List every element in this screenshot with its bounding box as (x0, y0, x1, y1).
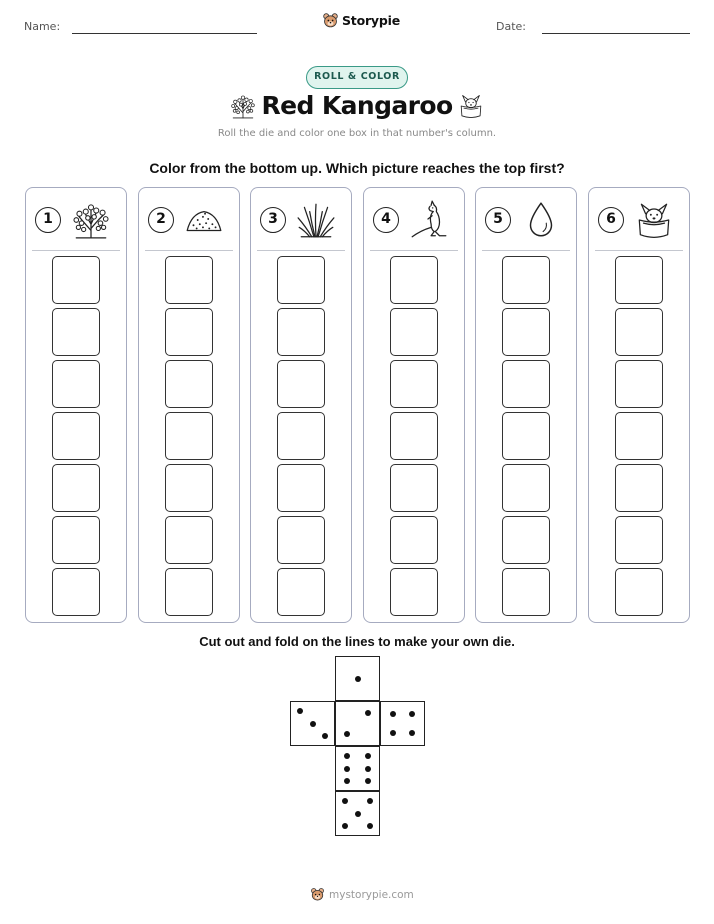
color-box[interactable] (165, 308, 213, 356)
column-divider (32, 250, 120, 251)
color-box[interactable] (277, 412, 325, 460)
name-label: Name: (24, 20, 61, 33)
die-pip (365, 753, 371, 759)
color-box[interactable] (52, 256, 100, 304)
die-pip (367, 823, 373, 829)
color-box[interactable] (277, 360, 325, 408)
color-box[interactable] (277, 308, 325, 356)
grass-tuft-icon (295, 199, 337, 241)
joey-in-pouch-icon (457, 92, 485, 120)
die-pip (365, 710, 371, 716)
color-box[interactable] (277, 568, 325, 616)
column-3 (250, 187, 352, 623)
die-pip (409, 711, 415, 717)
name-line[interactable] (72, 33, 257, 34)
die-pip (409, 730, 415, 736)
die-pip (342, 823, 348, 829)
column-number: 1 (35, 207, 61, 233)
date-line[interactable] (542, 33, 690, 34)
kangaroo-icon (408, 199, 450, 241)
date-label: Date: (496, 20, 526, 33)
color-box[interactable] (165, 464, 213, 512)
column-number: 4 (373, 207, 399, 233)
color-box[interactable] (52, 308, 100, 356)
die-pip (342, 798, 348, 804)
column-5 (475, 187, 577, 623)
die-face-5 (335, 791, 380, 836)
die-face-3 (290, 701, 335, 746)
color-box[interactable] (52, 360, 100, 408)
color-box[interactable] (615, 568, 663, 616)
column-number: 5 (485, 207, 511, 233)
water-drop-icon (520, 199, 562, 241)
die-pip (390, 711, 396, 717)
color-box[interactable] (390, 360, 438, 408)
color-box[interactable] (390, 256, 438, 304)
column-6 (588, 187, 690, 623)
seed-pile-icon (183, 199, 225, 241)
storypie-logo-icon (310, 887, 325, 902)
color-box[interactable] (502, 412, 550, 460)
color-box[interactable] (390, 464, 438, 512)
brand-logo (322, 12, 400, 29)
instruction: Color from the bottom up. Which picture reaches the top first? (149, 160, 565, 176)
activity-badge: ROLL & COLOR (306, 66, 408, 89)
color-box[interactable] (615, 256, 663, 304)
column-divider (145, 250, 233, 251)
color-box[interactable] (277, 516, 325, 564)
column-2 (138, 187, 240, 623)
color-box[interactable] (390, 412, 438, 460)
die-face-1 (335, 656, 380, 701)
column-number: 3 (260, 207, 286, 233)
footer-url: mystorypie.com (329, 888, 414, 901)
die-pip (355, 676, 361, 682)
color-box[interactable] (52, 568, 100, 616)
color-box[interactable] (165, 568, 213, 616)
column-divider (595, 250, 683, 251)
die-pip (297, 708, 303, 714)
column-1 (25, 187, 127, 623)
die-pip (344, 753, 350, 759)
color-box[interactable] (502, 568, 550, 616)
page-title: Red Kangaroo (261, 91, 453, 120)
die-pip (365, 766, 371, 772)
color-box[interactable] (502, 360, 550, 408)
die-pip (344, 778, 350, 784)
color-box[interactable] (277, 256, 325, 304)
column-divider (370, 250, 458, 251)
color-box[interactable] (615, 464, 663, 512)
die-pip (322, 733, 328, 739)
color-box[interactable] (277, 464, 325, 512)
color-box[interactable] (52, 412, 100, 460)
color-box[interactable] (165, 256, 213, 304)
column-number: 2 (148, 207, 174, 233)
color-box[interactable] (165, 360, 213, 408)
die-pip (367, 798, 373, 804)
color-box[interactable] (52, 464, 100, 512)
color-box[interactable] (502, 308, 550, 356)
column-number: 6 (598, 207, 624, 233)
die-face-6 (335, 746, 380, 791)
joey-in-pouch-icon (633, 199, 675, 241)
color-box[interactable] (165, 412, 213, 460)
footer (310, 887, 414, 902)
color-box[interactable] (502, 516, 550, 564)
color-box[interactable] (615, 308, 663, 356)
cut-instruction: Cut out and fold on the lines to make your own die. (199, 634, 515, 649)
die-pip (310, 721, 316, 727)
die-pip (365, 778, 371, 784)
brand-name: Storypie (342, 13, 400, 28)
die-face-4 (380, 701, 425, 746)
color-box[interactable] (165, 516, 213, 564)
color-box[interactable] (615, 412, 663, 460)
color-box[interactable] (502, 464, 550, 512)
color-box[interactable] (52, 516, 100, 564)
subtitle: Roll the die and color one box in that number's column. (217, 128, 497, 139)
saltbush-shrub-icon (70, 199, 112, 241)
die-pip (390, 730, 396, 736)
color-box[interactable] (502, 256, 550, 304)
storypie-logo-icon (322, 12, 339, 29)
die-face-2 (335, 701, 380, 746)
color-box[interactable] (390, 516, 438, 564)
die-pip (344, 731, 350, 737)
color-box[interactable] (390, 308, 438, 356)
color-box[interactable] (615, 360, 663, 408)
die-pip (355, 811, 361, 817)
color-box[interactable] (615, 516, 663, 564)
column-divider (482, 250, 570, 251)
column-4 (363, 187, 465, 623)
die-pip (344, 766, 350, 772)
column-divider (257, 250, 345, 251)
color-box[interactable] (390, 568, 438, 616)
